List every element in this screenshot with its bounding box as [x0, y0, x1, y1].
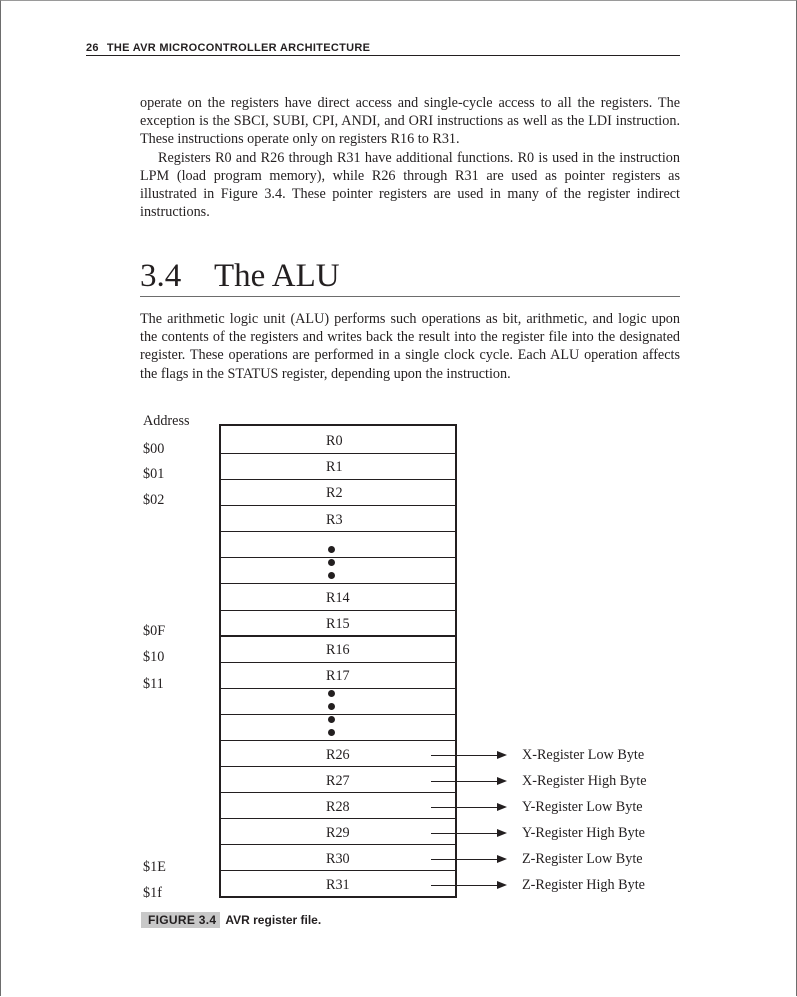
- register-label: R30: [326, 851, 350, 867]
- address-label: $10: [143, 649, 165, 665]
- address-label: $1f: [143, 885, 162, 901]
- row-divider: [221, 583, 455, 584]
- row-divider: [221, 766, 455, 767]
- row-divider: [221, 479, 455, 480]
- ellipsis-dot: [328, 716, 335, 723]
- arrow-head-icon: [497, 803, 507, 811]
- row-divider: [221, 740, 455, 741]
- row-divider: [221, 531, 455, 532]
- ellipsis-dot: [328, 559, 335, 566]
- register-label: R29: [326, 825, 350, 841]
- figure-caption: [141, 912, 321, 928]
- pointer-register-label: Z-Register Low Byte: [522, 851, 643, 867]
- page-number: 26: [86, 42, 99, 54]
- pointer-register-label: X-Register High Byte: [522, 773, 647, 789]
- address-label: $02: [143, 492, 165, 508]
- row-divider: [221, 818, 455, 819]
- running-head-title: THE AVR MICROCONTROLLER ARCHITECTURE: [106, 42, 371, 54]
- pointer-arrow: [431, 859, 501, 860]
- section-title: The ALU: [214, 258, 340, 294]
- row-divider: [221, 662, 455, 663]
- row-divider: [221, 505, 455, 506]
- running-head: [86, 42, 680, 56]
- register-label: R0: [326, 433, 343, 449]
- paragraph: The arithmetic logic unit (ALU) performs such operations as bit, arithmetic, and logic upon the contents of the registers and writes back the result into the register file into the designated register. These operations are performed in a single clock cycle. Each ALU operation affects the flags in the STATUS register, depending upon the instruction.: [140, 311, 680, 382]
- row-divider: [221, 453, 455, 454]
- address-header: Address: [143, 413, 190, 429]
- pointer-arrow: [431, 807, 501, 808]
- row-divider: [221, 557, 455, 558]
- register-label: R17: [326, 668, 350, 684]
- row-divider: [221, 792, 455, 793]
- section-heading: [140, 256, 680, 297]
- register-label: R1: [326, 459, 343, 475]
- register-label: R3: [326, 512, 343, 528]
- pointer-arrow: [431, 885, 501, 886]
- register-label: R15: [326, 616, 350, 632]
- address-label: $1E: [143, 859, 166, 875]
- section-number: 3.4: [140, 258, 182, 294]
- address-label: $11: [143, 676, 164, 692]
- ellipsis-dot: [328, 572, 335, 579]
- row-divider: [221, 688, 455, 689]
- ellipsis-dot: [328, 703, 335, 710]
- register-label: R28: [326, 799, 350, 815]
- arrow-head-icon: [497, 881, 507, 889]
- ellipsis-dot: [328, 546, 335, 553]
- arrow-head-icon: [497, 777, 507, 785]
- body-text-top: [140, 94, 680, 221]
- pointer-arrow: [431, 781, 501, 782]
- pointer-register-label: Z-Register High Byte: [522, 877, 645, 893]
- register-label: R2: [326, 485, 343, 501]
- paragraph: operate on the registers have direct access and single-cycle access to all the registers. The exception is the SBCI, SUBI, CPI, ANDI, and ORI instructions as well as the LDI instruction. These instructions operate only on registers R16 to R31.: [140, 95, 680, 148]
- row-divider: [221, 870, 455, 871]
- register-label: R16: [326, 642, 350, 658]
- figure-caption-text: AVR register file.: [225, 913, 322, 927]
- register-label: R31: [326, 877, 350, 893]
- register-label: R27: [326, 773, 350, 789]
- address-label: $0F: [143, 623, 166, 639]
- paragraph: Registers R0 and R26 through R31 have additional functions. R0 is used in the instruction LPM (load program memory), while R26 through R31 are used as pointer registers as illustrated in Figure 3.4. These pointer registers are used in many of the register indirect instructions.: [140, 149, 680, 221]
- figure-number: FIGURE 3.4: [141, 912, 220, 928]
- bank-divider: [221, 635, 455, 637]
- pointer-arrow: [431, 833, 501, 834]
- address-label: $00: [143, 441, 165, 457]
- row-divider: [221, 844, 455, 845]
- pointer-register-label: X-Register Low Byte: [522, 747, 645, 763]
- row-divider: [221, 714, 455, 715]
- pointer-register-label: Y-Register High Byte: [522, 825, 645, 841]
- arrow-head-icon: [497, 855, 507, 863]
- ellipsis-dot: [328, 729, 335, 736]
- arrow-head-icon: [497, 829, 507, 837]
- body-text-section: [140, 310, 680, 383]
- pointer-register-label: Y-Register Low Byte: [522, 799, 643, 815]
- ellipsis-dot: [328, 690, 335, 697]
- register-label: R14: [326, 590, 350, 606]
- register-label: R26: [326, 747, 350, 763]
- address-label: $01: [143, 466, 165, 482]
- pointer-arrow: [431, 755, 501, 756]
- row-divider: [221, 610, 455, 611]
- arrow-head-icon: [497, 751, 507, 759]
